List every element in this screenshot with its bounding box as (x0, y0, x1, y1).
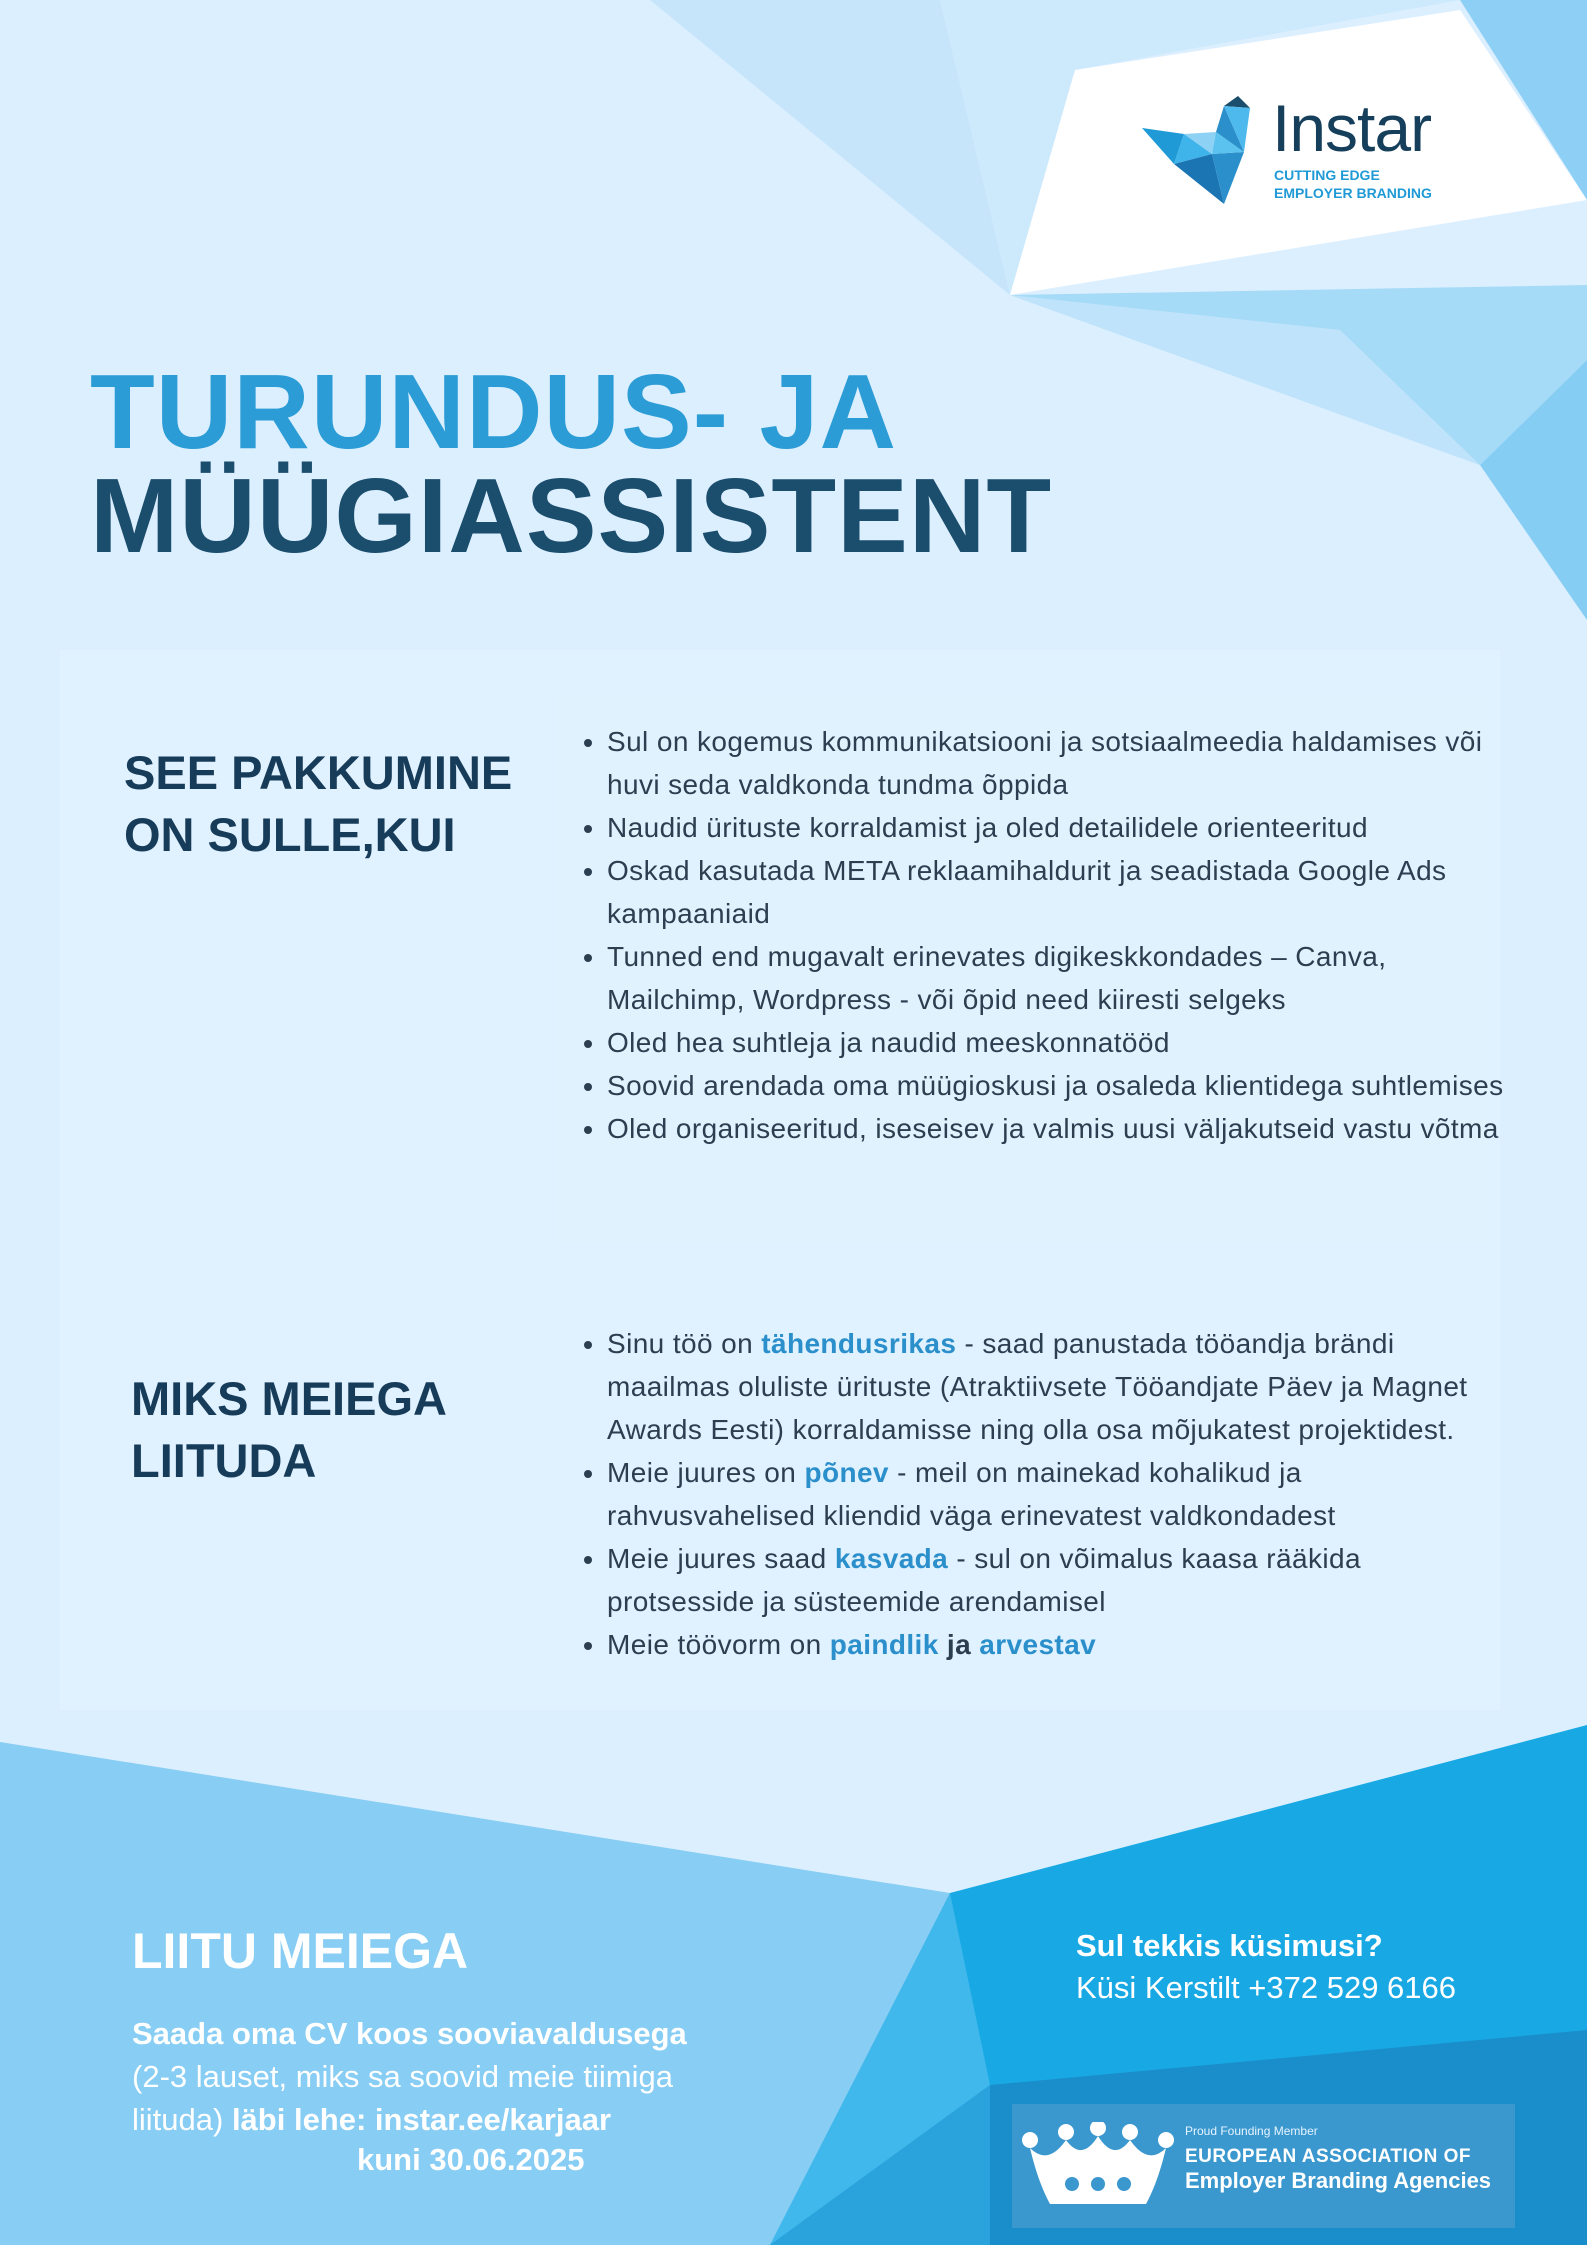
list-item: • Naudid ürituste korraldamist ja oled detailidele orienteeritud (607, 806, 1507, 849)
questions-title: Sul tekkis küsimusi? (1076, 1928, 1383, 1963)
list-item: • Sul on kogemus kommunikatsiooni ja sotsiaalmeedia haldamises või huvi seda valdkonda tundma õppida (607, 720, 1507, 806)
list-item: • Sinu töö on tähendusrikas - saad panustada tööandja brändi maailmas oluliste ürituste (Atraktiivsete Tööandjate Päev ja Magnet Awards Eesti) korraldamisse ning olla osa mõjukatest projektidest. (607, 1322, 1507, 1451)
tagline-line-1: CUTTING EDGE (1274, 167, 1380, 183)
list-item: • Oskad kasutada META reklaamihaldurit ja seadistada Google Ads kampaaniaid (607, 849, 1507, 935)
brand-name: Instar (1272, 91, 1432, 165)
join-line-1: Saada oma CV koos sooviavaldusega (132, 2016, 687, 2051)
highlight-word: tähendusrikas (761, 1328, 957, 1359)
job-title (90, 353, 1053, 575)
join-instructions (132, 2012, 812, 2141)
eaeba-small-text: Proud Founding Member (1185, 2124, 1318, 2138)
join-line-3: liituda) (132, 2102, 232, 2137)
title-line-1: TURUNDUS- JA (90, 353, 897, 471)
title-line-2: MÜÜGIASSISTENT (90, 457, 1053, 575)
offer-heading-line-2: ON SULLE,KUI (124, 808, 456, 861)
offer-heading (124, 742, 512, 866)
list-item: • Meie juures on põnev - meil on mainekad kohalikud ja rahvusvahelised kliendid väga erinevatest valdkondadest (607, 1451, 1507, 1537)
why-heading (131, 1368, 447, 1492)
list-item: • Meie töövorm on paindlik ja arvestav (607, 1623, 1507, 1666)
instar-logo (1130, 90, 1470, 210)
join-title: LIITU MEIEGA (132, 1923, 469, 1979)
list-item: • Tunned end mugavalt erinevates digikeskkondades – Canva, Mailchimp, Wordpress - või õpid need kiiresti selgeks (607, 935, 1507, 1021)
brand-tagline (1274, 166, 1432, 202)
eaeba-big-text: Employer Branding Agencies (1185, 2168, 1492, 2193)
highlight-word: paindlik (829, 1629, 939, 1660)
join-line-2: (2-3 lauset, miks sa soovid meie tiimiga (132, 2059, 673, 2094)
contact-phone[interactable]: Küsi Kerstilt +372 529 6166 (1076, 1970, 1457, 2005)
list-item: • Oled organiseeritud, iseseisev ja valmis uusi väljakutseid vastu võtma (607, 1107, 1507, 1150)
eaeba-mid-text: EUROPEAN ASSOCIATION OF (1185, 2146, 1471, 2167)
list-item: • Soovid arendada oma müügioskusi ja osaleda klientidega suhtlemises (607, 1064, 1507, 1107)
questions-block (1076, 1925, 1456, 2009)
swan-icon (1134, 92, 1274, 212)
highlight-word: põnev (804, 1457, 889, 1488)
tagline-line-2: EMPLOYER BRANDING (1274, 185, 1432, 201)
highlight-word: kasvada (834, 1543, 949, 1574)
eaeba-badge (1012, 2104, 1515, 2228)
highlight-word: arvestav (979, 1629, 1097, 1660)
why-heading-line-1: MIKS MEIEGA (131, 1372, 447, 1425)
offer-list (575, 720, 1507, 1150)
crown-icon (1018, 2122, 1178, 2212)
why-heading-line-2: LIITUDA (131, 1434, 317, 1487)
career-link[interactable]: läbi lehe: instar.ee/karjaar (231, 2102, 612, 2137)
list-item: • Oled hea suhtleja ja naudid meeskonnatööd (607, 1021, 1507, 1064)
why-list (575, 1322, 1507, 1666)
list-item: • Meie juures saad kasvada - sul on võimalus kaasa rääkida protsesside ja süsteemide arendamisel (607, 1537, 1507, 1623)
offer-heading-line-1: SEE PAKKUMINE (124, 746, 513, 799)
deadline: kuni 30.06.2025 (357, 2142, 585, 2177)
